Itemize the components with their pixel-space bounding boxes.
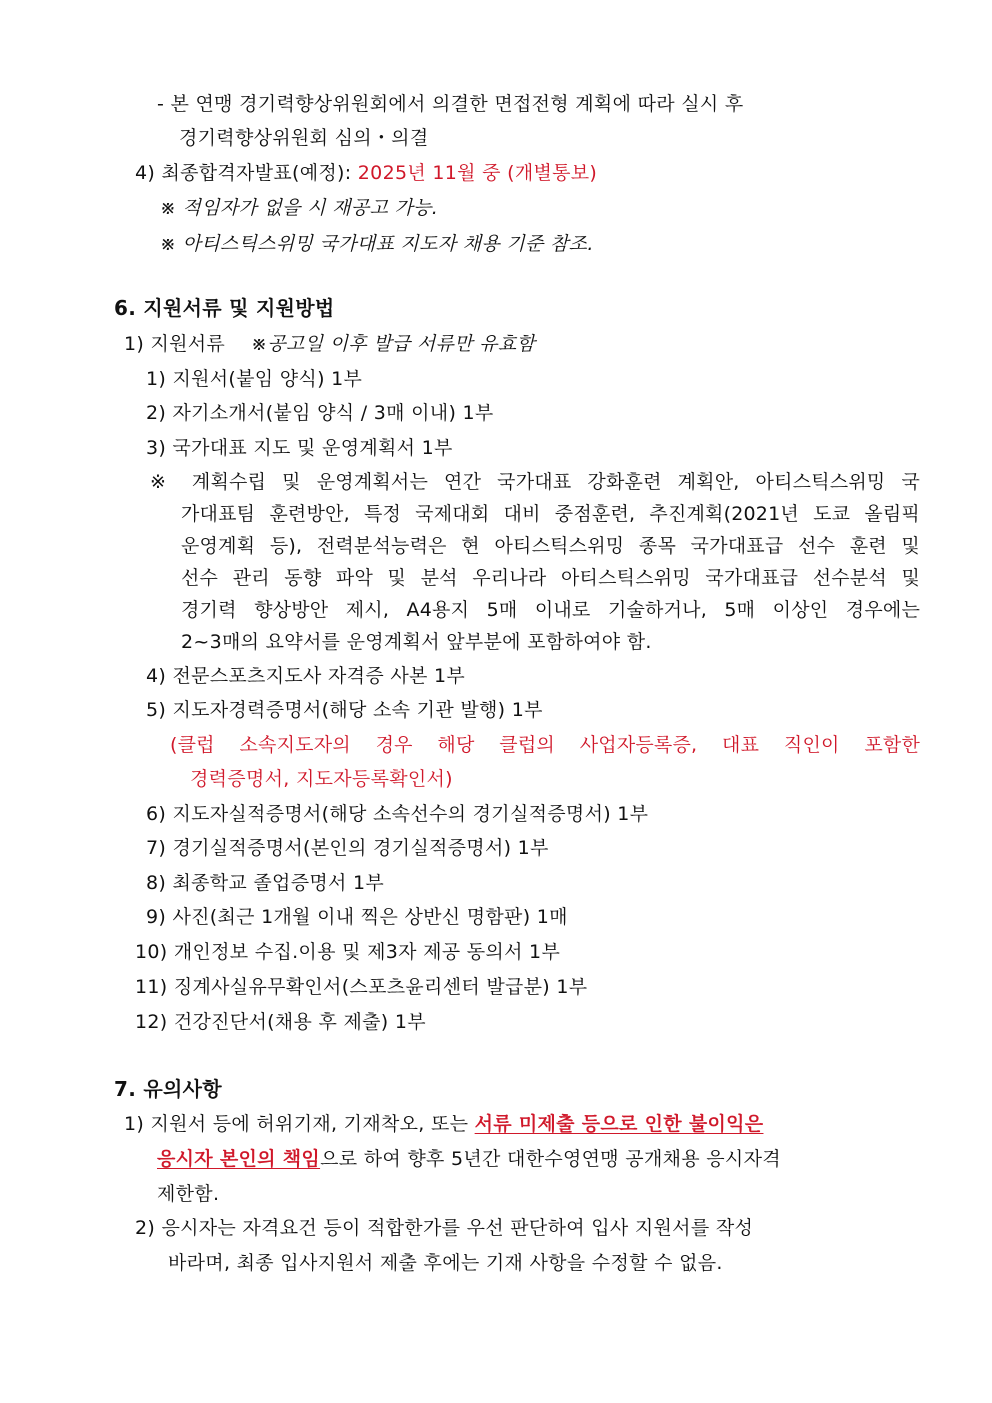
doc-item-3: 3) 국가대표 지도 및 운영계획서 1부 [146,437,453,459]
caution-1-line-2 [157,1147,781,1171]
doc-item-8: 8) 최종학교 졸업증명서 1부 [146,872,385,894]
doc-item-5-note-line-2: 경력증명서, 지도자등록확인서) [190,768,453,790]
caution-1-red-b: 응시자 본인의 책임 [157,1148,321,1170]
plan-note-line-1: ※ 계획수립 및 운영계획서는 연간 국가대표 강화훈련 계획안, 아티스틱스위밍 국 [150,471,920,493]
note-reannounce: ※ 적임자가 없을 시 재공고 가능. [160,197,439,219]
section-6-heading: 6. 지원서류 및 지원방법 [114,296,335,320]
doc-item-7: 7) 경기실적증명서(본인의 경기실적증명서) 1부 [146,837,549,859]
doc-item-5-note-line-1: (클럽 소속지도자의 경우 해당 클럽의 사업자등록증, 대표 직인이 포함한 [170,734,920,756]
dash-line-2: 경기력향상위원회 심의・의결 [179,127,429,149]
caution-1-line-3: 제한함. [157,1183,220,1205]
note-criteria: ※ 아티스틱스위밍 국가대표 지도자 채용 기준 참조. [160,233,594,255]
doc-item-1: 1) 지원서(붙임 양식) 1부 [146,368,363,390]
doc-item-10: 10) 개인정보 수집.이용 및 제3자 제공 동의서 1부 [135,941,561,963]
sub-1-note: ※공고일 이후 발급 서류만 유효함 [251,333,536,355]
section-7-heading: 7. 유의사항 [114,1077,222,1101]
doc-item-4: 4) 전문스포츠지도사 자격증 사본 1부 [146,665,466,687]
plan-note-line-6: 2~3매의 요약서를 운영계획서 앞부분에 포함하여야 함. [181,631,652,653]
sub-1-documents [124,332,535,356]
final-date: 2025년 11월 중 (개별통보) [357,162,598,184]
doc-item-2: 2) 자기소개서(붙임 양식 / 3매 이내) 1부 [146,402,494,424]
plan-note-line-3: 운영계획 등), 전력분석능력은 현 아티스틱스위밍 종목 국가대표급 선수 훈련 및 [181,535,920,557]
dash-line-1: - 본 연맹 경기력향상위원회에서 의결한 면접전형 계획에 따라 실시 후 [157,93,744,115]
caution-1-red-a: 서류 미제출 등으로 인한 불이익은 [474,1113,764,1135]
caution-2-line-2: 바라며, 최종 입사지원서 제출 후에는 기재 사항을 수정할 수 없음. [168,1252,723,1274]
plan-note-line-5: 경기력 향상방안 제시, A4용지 5매 이내로 기술하거나, 5매 이상인 경우에는 [181,599,920,621]
caution-1-text-a: 1) 지원서 등에 허위기재, 기재착오, 또는 [124,1113,475,1135]
doc-item-6: 6) 지도자실적증명서(해당 소속선수의 경기실적증명서) 1부 [146,803,649,825]
doc-item-9: 9) 사진(최근 1개월 이내 찍은 상반신 명함판) 1매 [146,906,568,928]
final-announcement [135,161,597,185]
doc-item-5: 5) 지도자경력증명서(해당 소속 기관 발행) 1부 [146,699,543,721]
doc-item-12: 12) 건강진단서(채용 후 제출) 1부 [135,1011,426,1033]
caution-2-line-1: 2) 응시자는 자격요건 등이 적합한가를 우선 판단하여 입사 지원서를 작성 [135,1217,754,1239]
plan-note-line-4: 선수 관리 동향 파악 및 분석 우리나라 아티스틱스위밍 국가대표급 선수분석 및 [181,567,920,589]
doc-item-11: 11) 징계사실유무확인서(스포츠윤리센터 발급분) 1부 [135,976,588,998]
plan-note-line-2: 가대표팀 훈련방안, 특정 국제대회 대비 중점훈련, 추진계획(2021년 도쿄 올림픽 [181,503,920,525]
final-label: 4) 최종합격자발표(예정): [135,162,358,184]
sub-1-label: 1) 지원서류 [124,333,226,355]
caution-1-text-b: 으로 하여 향후 5년간 대한수영연맹 공개채용 응시자격 [320,1148,781,1170]
caution-1-line-1 [124,1112,763,1136]
